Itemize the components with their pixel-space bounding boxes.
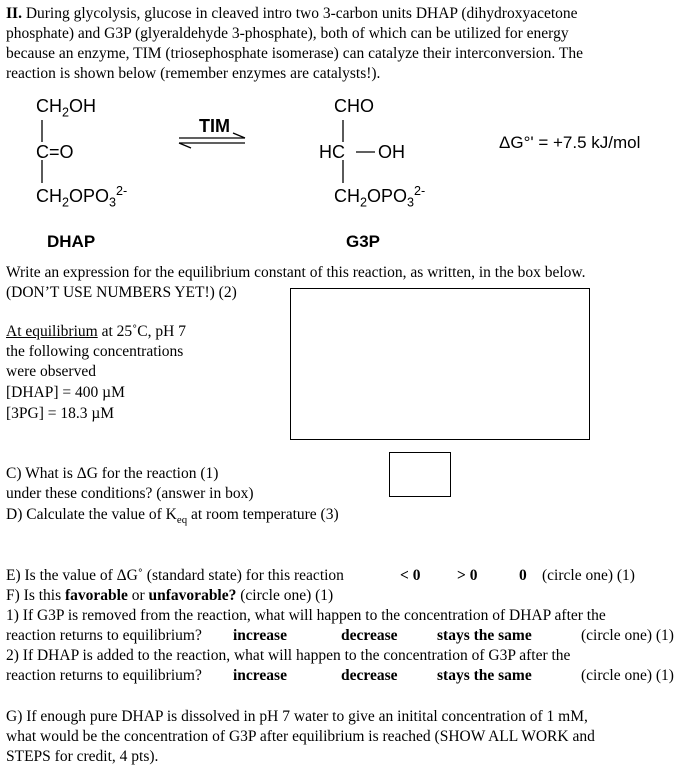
question-1-line-1: 1) If G3P is removed from the reaction, what will happen to the concentration of DHAP after the bbox=[6, 607, 606, 624]
dhap-label: DHAP bbox=[47, 232, 96, 251]
g3p-cho: CHO bbox=[334, 96, 374, 116]
reverse-arrow-head bbox=[179, 143, 191, 148]
q2-option-increase[interactable]: increase bbox=[233, 667, 287, 684]
question-1-line-2: reaction returns to equilibrium? bbox=[6, 627, 202, 644]
question-d: D) Calculate the value of $K_{eq}$ at room temperature (3) bbox=[6, 506, 339, 527]
question-g-line-3: STEPS for credit, 4 pts). bbox=[6, 748, 159, 765]
g3p-label: G3P bbox=[346, 232, 381, 251]
option-unfavorable[interactable]: unfavorable? bbox=[148, 587, 237, 604]
dhap-concentration: [DHAP] = 400 µM bbox=[6, 384, 125, 401]
conditions-line-2: the following concentrations bbox=[6, 343, 184, 360]
keq-expression-answer-box[interactable] bbox=[290, 288, 590, 440]
question-e-suffix: (circle one) (1) bbox=[542, 567, 635, 584]
dhap-ch2oh: $CH_2OH$ bbox=[36, 96, 97, 120]
question-f: F) Is this favorable or unfavorable? (circle one) (1) bbox=[6, 587, 334, 604]
option-less-than-zero[interactable]: < 0 bbox=[400, 567, 421, 584]
conditions-line-1: At equilibrium at 25˚C, pH 7 bbox=[6, 323, 186, 340]
option-greater-than-zero[interactable]: > 0 bbox=[457, 567, 478, 584]
standard-free-energy: ΔG°' = +7.5 kJ/mol bbox=[499, 133, 641, 152]
question-c-line-2: under these conditions? (answer in box) bbox=[6, 485, 254, 502]
delta-g-answer-box[interactable] bbox=[389, 452, 451, 497]
question-2-line-2: reaction returns to equilibrium? bbox=[6, 667, 202, 684]
expression-question-line-1: Write an expression for the equilibrium constant of this reaction, as written, in the box below. bbox=[6, 264, 586, 281]
intro-line-4: reaction is shown below (remember enzymes are catalysts!). bbox=[6, 65, 381, 82]
q1-option-increase[interactable]: increase bbox=[233, 627, 287, 644]
q2-option-stays-the-same[interactable]: stays the same bbox=[437, 667, 532, 684]
at-equilibrium-underlined: At equilibrium bbox=[6, 323, 98, 340]
option-favorable[interactable]: favorable bbox=[65, 587, 128, 604]
g3p-hc: HC bbox=[319, 142, 345, 162]
section-label: II. bbox=[6, 5, 22, 22]
option-zero[interactable]: 0 bbox=[519, 567, 527, 584]
g3p-oh: OH bbox=[378, 142, 405, 162]
enzyme-label: TIM bbox=[199, 116, 230, 136]
question-c-line-1: C) What is ΔG for the reaction (1) bbox=[6, 465, 219, 482]
q1-option-stays-the-same[interactable]: stays the same bbox=[437, 627, 532, 644]
q1-option-decrease[interactable]: decrease bbox=[341, 627, 398, 644]
q2-suffix: (circle one) (1) bbox=[581, 667, 674, 684]
q2-option-decrease[interactable]: decrease bbox=[341, 667, 398, 684]
conditions-line-3: were observed bbox=[6, 363, 96, 380]
g3p-ch2opo3: $CH_2OPO_3^{2-}$ bbox=[334, 184, 426, 210]
intro-text-1: During glycolysis, glucose in cleaved intro two 3-carbon units DHAP (dihydroxyacetone bbox=[25, 5, 578, 22]
dhap-carbonyl: C=O bbox=[36, 142, 74, 162]
intro-line-3: because an enzyme, TIM (triosephosphate isomerase) can catalyze their interconversion. The bbox=[6, 45, 583, 62]
q1-suffix: (circle one) (1) bbox=[581, 627, 674, 644]
forward-arrow-head bbox=[233, 133, 245, 138]
intro-line-2: phosphate) and G3P (glyeraldehyde 3-phosphate), both of which can be utilized for energy bbox=[6, 25, 569, 42]
reaction-bonds bbox=[0, 0, 688, 260]
expression-question-line-2: (DON’T USE NUMBERS YET!) (2) bbox=[6, 284, 237, 301]
question-e-text: E) Is the value of ΔG˚ (standard state) for this reaction bbox=[6, 567, 344, 584]
question-g-line-2: what would be the concentration of G3P after equilibrium is reached (SHOW ALL WORK and bbox=[6, 728, 595, 745]
question-g-line-1: G) If enough pure DHAP is dissolved in pH 7 water to give an initital concentration of 1 mM, bbox=[6, 708, 588, 725]
question-2-line-1: 2) If DHAP is added to the reaction, what will happen to the concentration of G3P after the bbox=[6, 647, 571, 664]
3pg-concentration: [3PG] = 18.3 µM bbox=[6, 405, 115, 422]
dhap-ch2opo3: $CH_2OPO_3^{2-}$ bbox=[36, 184, 128, 210]
